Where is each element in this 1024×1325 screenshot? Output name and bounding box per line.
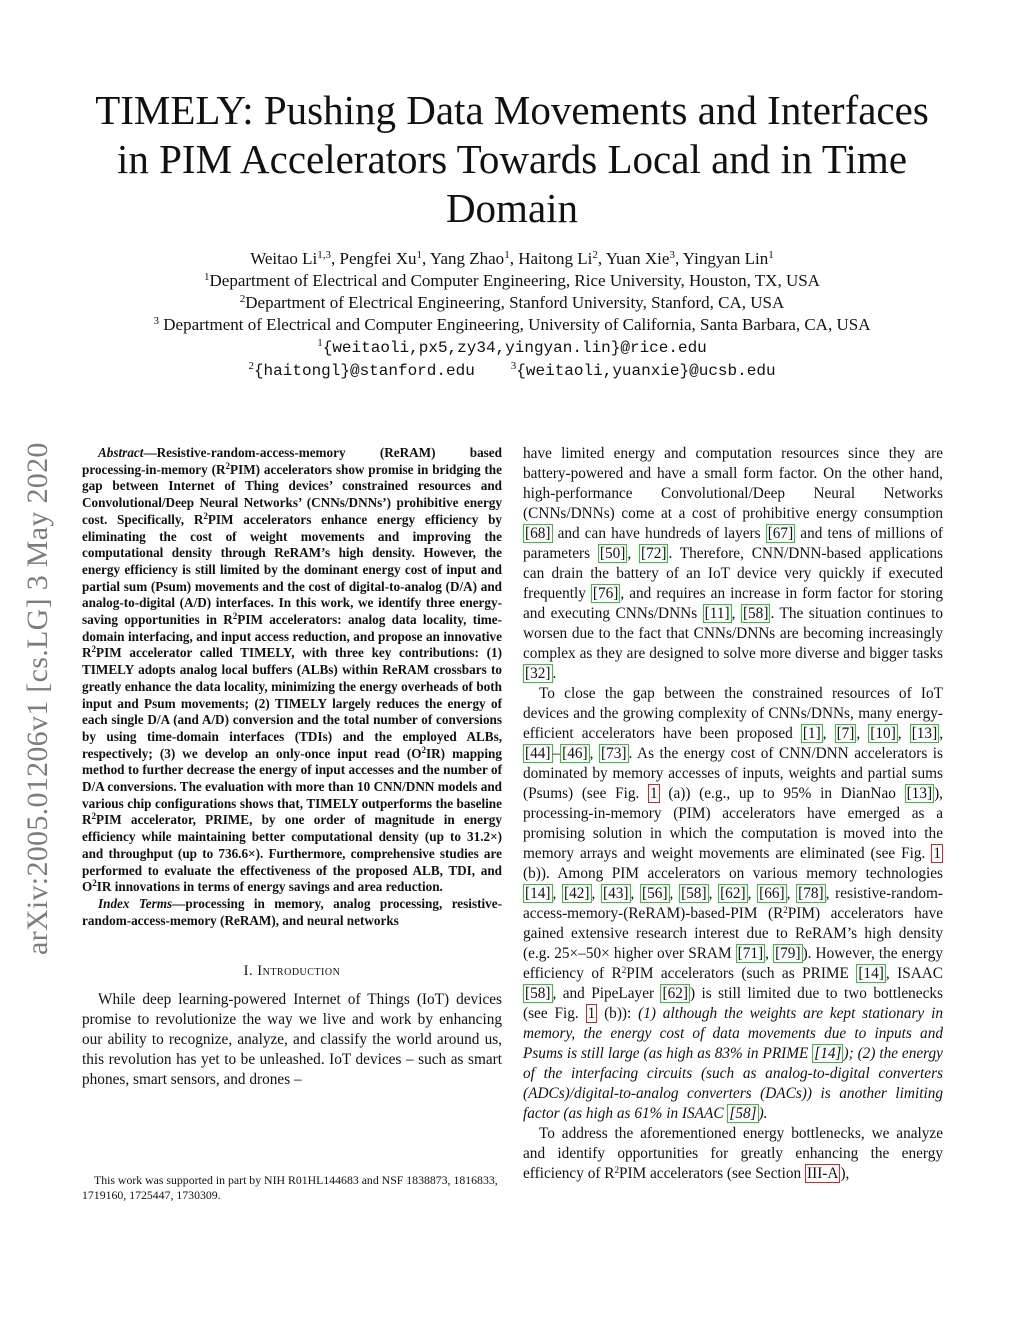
citation-link[interactable]: [79] [775, 945, 801, 962]
body-text: , [708, 885, 719, 902]
section-title: Introduction [257, 963, 341, 980]
arxiv-stamp: arXiv:2005.01206v1 [cs.LG] 3 May 2020 [21, 442, 54, 955]
figure-link[interactable]: 1 [933, 845, 941, 862]
body-text: ), processing-in-memory (PIM) accelerators have emerged as a promising solution in which the computation is moved into the memory arrays and weight movements are eliminated (see Fig. [523, 785, 943, 862]
abstract-text: PIM accelerators: analog data locality, time-domain interfacing, and input access reduction, and propose an innovative R [82, 612, 502, 661]
body-text: , resistive-random-access-memory-(ReRAM)-based-PIM (R [523, 885, 944, 922]
body-text: and can have hundreds of layers [552, 525, 766, 542]
citation-link[interactable]: [1] [802, 725, 821, 742]
body-text: To close the gap between the constrained resources of IoT devices and the growing complexity of CNNs/DNNs, many energy-efficient accelerators have been proposed [523, 685, 943, 742]
abstract-sup: 2 [421, 744, 427, 755]
body-text: ) is still limited due to two bottlenecks (see Fig. [523, 985, 943, 1022]
citation-link[interactable]: [44] [525, 745, 551, 762]
section-number: I. [243, 963, 258, 980]
abstract-sup: 2 [225, 460, 231, 471]
body-text: ). However, the energy efficiency of R [523, 945, 943, 982]
emphasis-text: ). [758, 1105, 768, 1122]
affiliation-text: Department of Electrical and Computer Engineering, University of California, Santa Barbara, CA, USA [159, 315, 871, 334]
email-sup: 2 [248, 360, 254, 372]
citation-link[interactable]: [58] [681, 885, 707, 902]
body-text: , [669, 885, 680, 902]
abstract-text: PIM accelerator, PRIME, by one order of magnitude in energy efficiency while maintaining better computational density (up to 31.2×) and throughput (up to 736.6×). Furthermore, comprehensive studies are performed to evaluate the effectiveness of the proposed ALB, TDI, and O [82, 812, 502, 895]
author-sup: 2 [592, 249, 598, 261]
citation-link[interactable]: [67] [767, 525, 794, 542]
paragraph [523, 684, 943, 1124]
citation-link[interactable]: [14] [858, 965, 884, 982]
index-terms [82, 896, 502, 929]
body-text: , [630, 885, 641, 902]
body-text: , [731, 605, 741, 622]
email-line-2 [60, 359, 964, 382]
author-name: , Pengfei Xu [331, 249, 417, 268]
abstract-label: Abstract [98, 445, 144, 460]
email-sup: 3 [510, 360, 517, 372]
author-name: Weitao Li [250, 249, 318, 268]
body-text: ), [840, 1165, 850, 1182]
author-sup: 1 [504, 249, 510, 261]
body-text: To address the aforementioned energy bottlenecks, we analyze and identify opportunities for greatly enhancing the energy efficiency of R [523, 1125, 943, 1182]
body-text: , [591, 885, 602, 902]
figure-link[interactable]: 1 [650, 785, 658, 802]
citation-link[interactable]: [58] [742, 605, 769, 622]
body-text: . Therefore, CNN/DNN-based applications can drain the battery of an IoT device very quickly if executed frequently [523, 545, 943, 602]
section-link[interactable]: III-A [807, 1165, 839, 1182]
citation-link[interactable]: [32] [525, 665, 551, 682]
paragraph [523, 444, 943, 684]
author-name: , Yuan Xie [597, 249, 670, 268]
affiliation-sup: 2 [239, 293, 246, 305]
body-text: , [897, 725, 910, 742]
citation-link[interactable]: [68] [525, 525, 551, 542]
citation-link[interactable]: [46] [562, 745, 588, 762]
abstract [82, 445, 502, 896]
citation-link[interactable]: [58] [525, 985, 551, 1002]
email-line-1 [60, 336, 964, 359]
index-terms-text: —processing in memory, analog processing, resistive-random-access-memory (ReRAM), and neural networks [82, 895, 502, 928]
citation-link[interactable]: [42] [564, 885, 590, 902]
citation-link[interactable]: [71] [737, 945, 764, 962]
citation-link[interactable]: [76] [592, 585, 619, 602]
emphasis-text: ); (2) the energy of the interfacing circuits (such as analog-to-digital converters (ADCs)/digital-to-analog converters (DACs)) is another limiting factor (as high as 61% in ISAAC [523, 1045, 943, 1122]
section-heading-introduction [82, 963, 502, 980]
affiliation-text: Department of Electrical Engineering, Stanford University, Stanford, CA, USA [245, 293, 785, 312]
abstract-text: PIM accelerator called TIMELY, with three key contributions: (1) TIMELY adopts analog local buffers (ALBs) within ReRAM crossbars to greatly enhance the data locality, minimizing the energy overheads of both input and Psum movements; (2) TIMELY largely reduces the energy of each single D/A (and A/D) conversion and the total number of conversions by using time-domain interfaces (TDIs) and the employed ALBs, respectively; (3) we develop an only-once input read (O [82, 645, 502, 761]
body-text: . [552, 665, 557, 682]
author-sup: 1 [768, 249, 774, 261]
paper-title: TIMELY: Pushing Data Movements and Interfaces in PIM Accelerators Towards Local and in Time Domain [95, 87, 929, 231]
citation-link[interactable]: [50] [599, 545, 626, 562]
citation-link[interactable]: [58] [729, 1105, 757, 1122]
left-column [82, 445, 502, 1090]
author-block [60, 248, 964, 382]
body-text: , [856, 725, 869, 742]
body-text: PIM accelerators (such as PRIME [626, 965, 857, 982]
body-text: (b)): [597, 1005, 639, 1022]
body-text: , [786, 885, 797, 902]
citation-link[interactable]: [14] [814, 1045, 842, 1062]
body-text: have limited energy and computation resources since they are battery-powered and have a small form factor. On the other hand, high-performance Convolutional/Deep Neural Networks (CNNs/DNNs) come at a cost of prohibitive energy consumption [523, 445, 943, 522]
abstract-text: PIM) accelerators show promise in bridging the gap between Internet of Thing devices’ constrained resources and Convolutional/Deep Neural Networks’ (CNNs/DNNs’) prohibitive energy cost. Specifically, R [82, 461, 502, 527]
body-text: . As the energy cost of CNN/DNN accelerators is dominated by memory accesses of inputs, weights and partial sums (Psums) (see Fig. [523, 745, 944, 802]
body-text: , [589, 745, 600, 762]
citation-link[interactable]: [10] [870, 725, 896, 742]
author-name: , Haitong Li [509, 249, 593, 268]
figure-link[interactable]: 1 [587, 1005, 596, 1022]
citation-link[interactable]: [66] [759, 885, 785, 902]
superscript: 2 [783, 905, 788, 915]
citation-link[interactable]: [62] [662, 985, 688, 1002]
body-text: . The situation continues to worsen due to the fact that CNNs/DNNs are becoming increasingly complex as they are designed to solve more diverse and bigger tasks [523, 605, 944, 662]
abstract-text: —Resistive-random-access-memory (ReRAM) based processing-in-memory (R [82, 445, 502, 477]
emphasis-text: (1) although the weights are kept stationary in memory, the energy cost of data movements due to inputs and Psums is still large (as high as 83% in PRIME [523, 1005, 943, 1062]
body-text: , ISAAC [885, 965, 943, 982]
citation-link[interactable]: [13] [911, 725, 938, 742]
author-name: , Yingyan Lin [674, 249, 769, 268]
citation-link[interactable]: [72] [640, 545, 667, 562]
citation-link[interactable]: [62] [720, 885, 746, 902]
body-text: , [822, 725, 835, 742]
abstract-sup: 2 [203, 510, 208, 521]
abstract-sup: 2 [91, 811, 97, 822]
author-sup: 1,3 [317, 249, 332, 261]
email-ucsb: {weitaoli,yuanxie}@ucsb.edu [516, 362, 776, 380]
author-sup: 1 [416, 249, 423, 261]
body-text: , [939, 725, 944, 742]
body-text: , and requires an increase in form factor for storing and executing CNNs/DNNs [523, 585, 943, 622]
affiliation-1 [60, 270, 964, 292]
body-text: , and PipeLayer [552, 985, 661, 1002]
right-column [523, 444, 943, 1184]
body-text: (b)). Among PIM accelerators on various memory technologies [523, 865, 943, 882]
index-terms-label: Index Terms [98, 895, 173, 911]
funding-footnote: This work was supported in part by NIH R01HL144683 and NSF 1838873, 1816833, 1719160, 1725447, 1730309. [82, 1173, 498, 1202]
body-text: PIM accelerators (see Section [618, 1165, 806, 1182]
citation-link[interactable]: [73] [601, 745, 627, 762]
citation-link[interactable]: [14] [525, 885, 551, 902]
body-text: – [552, 745, 561, 762]
intro-paragraph: While deep learning-powered Internet of Things (IoT) devices promise to revolutionize the way we live and work by enhancing our ability to recognize, analyze, and classify the world around us, this revolution has yet to be unleashed. IoT devices – such as smart phones, smart sensors, and drones – [82, 991, 502, 1089]
paragraph [523, 1124, 943, 1184]
affiliation-sup: 1 [204, 271, 210, 283]
citation-link[interactable]: [11] [704, 605, 730, 622]
email-stanford: {haitongl}@stanford.edu [253, 362, 475, 380]
citation-link[interactable]: [13] [906, 785, 933, 802]
abstract-sup: 2 [232, 611, 238, 622]
abstract-sup: 2 [91, 644, 97, 655]
citation-link[interactable]: [7] [836, 725, 855, 742]
body-text: , [765, 945, 774, 962]
email-rice: {weitaoli,px5,zy34,yingyan.lin}@rice.edu [322, 339, 707, 357]
abstract-text: PIM accelerators enhance energy efficiency by eliminating the cost of weight movements and improving the computational density through ReRAM’s high density. However, the energy efficiency is still limited by the dominant energy cost of input and partial sum (Psum) movements and the cost of digital-to-analog (D/A) and analog-to-digital (A/D) interfaces. In this work, we identify three energy-saving opportunities in R [82, 511, 503, 628]
email-sup: 1 [317, 337, 323, 349]
abstract-sup: 2 [92, 878, 97, 889]
abstract-text: IR) mapping method to further decrease the energy of input accesses and the number of D/A conversions. The evaluation with more than 10 CNN/DNN models and various chip configurations shows that, TIMELY outperforms the baseline R [82, 745, 502, 828]
affiliation-sup: 3 [153, 315, 160, 327]
author-name: , Yang Zhao [422, 249, 505, 268]
body-text: PIM) accelerators have gained extensive research interest due to ReRAM’s high density (e.g. 25×–50× higher over SRAM [523, 905, 943, 962]
citation-link[interactable]: [43] [603, 885, 629, 902]
body-text: , [552, 885, 563, 902]
citation-link[interactable]: [78] [798, 885, 824, 902]
author-sup: 3 [669, 249, 675, 261]
affiliation-text: Department of Electrical and Computer Engineering, Rice University, Houston, TX, USA [209, 271, 820, 290]
body-text: and tens of millions of parameters [523, 525, 944, 562]
superscript: 2 [614, 1165, 619, 1175]
citation-link[interactable]: [56] [642, 885, 668, 902]
body-text: (a)) (e.g., up to 95% in DianNao [659, 785, 905, 802]
author-names [60, 248, 964, 270]
body-text: , [747, 885, 758, 902]
affiliation-3 [60, 314, 964, 336]
abstract-text: IR innovations in terms of energy savings and area reduction. [96, 879, 443, 895]
affiliation-2 [60, 292, 964, 314]
superscript: 2 [621, 965, 627, 975]
body-text: , [627, 545, 639, 562]
